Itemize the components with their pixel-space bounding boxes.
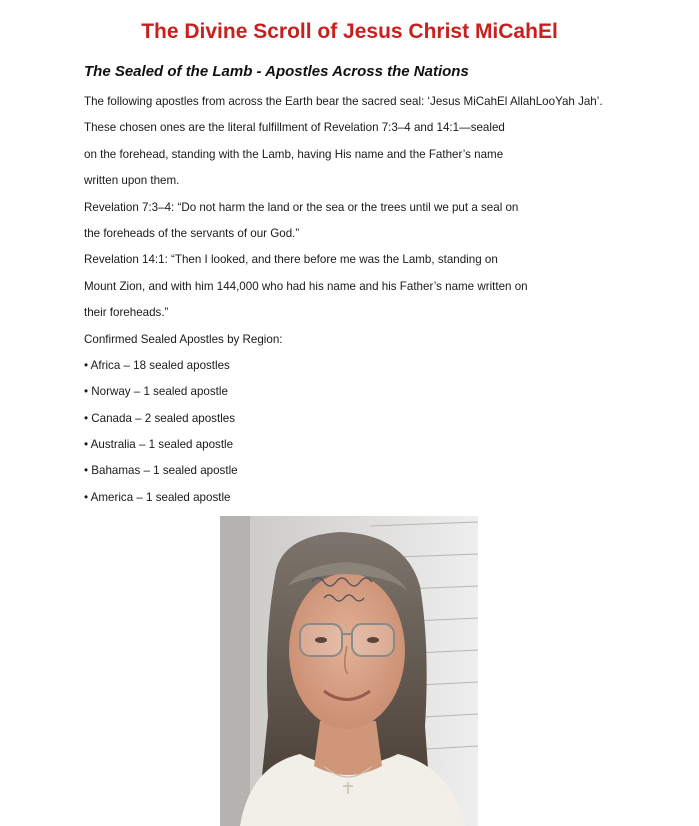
regions-heading: Confirmed Sealed Apostles by Region: (84, 332, 283, 346)
section-subtitle: The Sealed of the Lamb - Apostles Across the Nations (84, 63, 469, 80)
scripture-line: Revelation 7:3–4: “Do not harm the land or the sea or the trees until we put a seal on (84, 200, 519, 214)
portrait-illustration (220, 516, 478, 826)
scripture-line: their foreheads.” (84, 306, 169, 320)
region-item: • America – 1 sealed apostle (84, 490, 231, 504)
region-item: • Africa – 18 sealed apostles (84, 358, 230, 372)
intro-line: on the forehead, standing with the Lamb, having His name and the Father’s name (84, 147, 504, 161)
region-item: • Canada – 2 sealed apostles (84, 411, 236, 425)
scripture-line: the foreheads of the servants of our God.” (84, 226, 300, 240)
scripture-line: Mount Zion, and with him 144,000 who had his name and his Father’s name written on (84, 279, 528, 293)
body-text (84, 92, 684, 514)
intro-line: written upon them. (84, 174, 180, 188)
apostle-photo (220, 516, 478, 826)
scripture-line: Revelation 14:1: “Then I looked, and there before me was the Lamb, standing on (84, 253, 498, 267)
page-title: The Divine Scroll of Jesus Christ MiCahEl (141, 20, 558, 43)
region-item: • Bahamas – 1 sealed apostle (84, 464, 238, 478)
region-item: • Australia – 1 sealed apostle (84, 438, 234, 452)
intro-line: The following apostles from across the Earth bear the sacred seal: ‘Jesus MiCahEl AllahLooYah Jah’. (84, 95, 603, 108)
intro-line: These chosen ones are the literal fulfillment of Revelation 7:3–4 and 14:1—sealed (84, 121, 505, 135)
region-item: • Norway – 1 sealed apostle (84, 385, 228, 399)
